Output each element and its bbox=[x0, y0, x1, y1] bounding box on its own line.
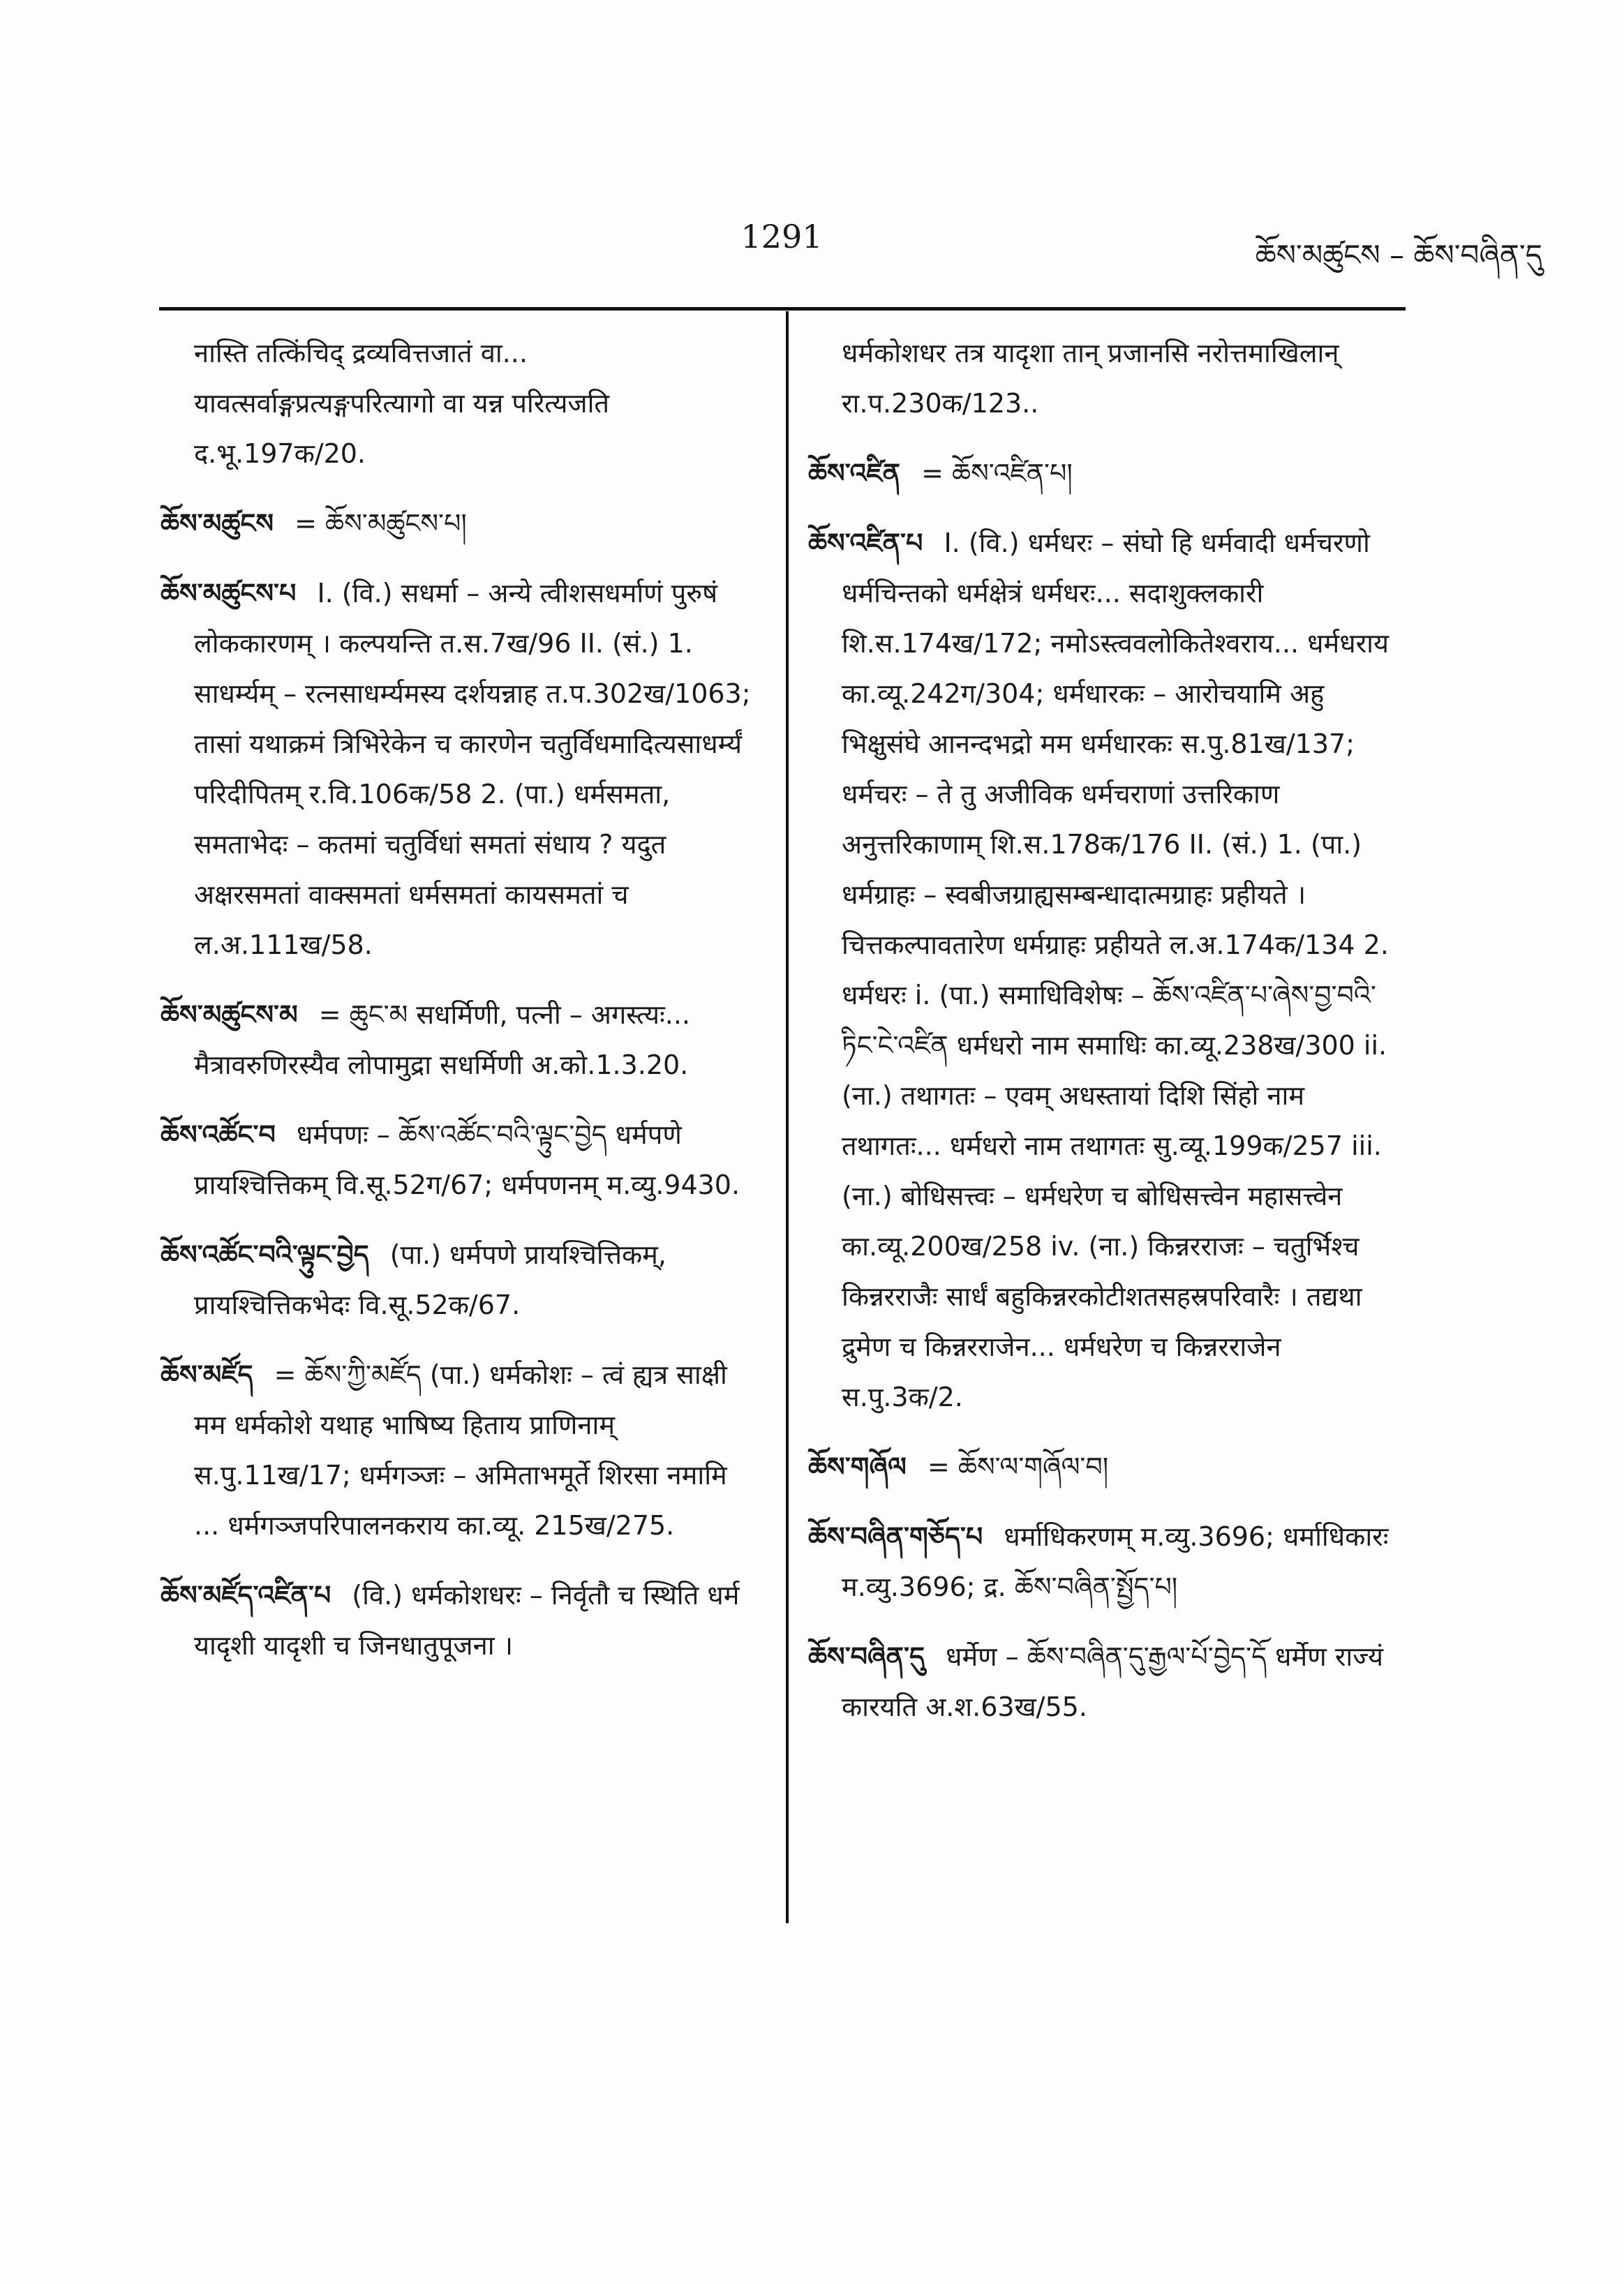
entry-text: = ཆོས་ལ་གཞོལ་བ། bbox=[927, 1451, 1109, 1482]
entry-headword: ཆོས་མཚུངས་མ bbox=[161, 999, 298, 1030]
entry-text: = ཆོས་ཀྱི་མཛོད (पा.) धर्मकोशः – त्वं ह्यत्र साक्षी मम धर्मकोशे यथाह भाषिष्य हिताय प्राणिनाम् स.पु.11ख/17; धर्मगञ्जः – अमिताभमूर्ते शिरसा नमामि ... धर्मगञ्जपरिपालनकराय का.व्यू. 215ख/275. bbox=[194, 1359, 727, 1541]
dictionary-entry bbox=[161, 328, 754, 479]
dictionary-entry bbox=[161, 990, 754, 1090]
dictionary-entry bbox=[161, 568, 754, 970]
entry-headword: ཆོས་འཛིན་པ bbox=[808, 528, 923, 558]
dictionary-entry bbox=[808, 448, 1401, 498]
dictionary-entry bbox=[161, 1570, 754, 1671]
dictionary-entry bbox=[808, 1442, 1401, 1492]
dictionary-entry bbox=[808, 1632, 1401, 1732]
entry-text: धर्माधिकरणम् म.व्यु.3696; धर्माधिकारः म.व्यु.3696; द्र. ཆོས་བཞིན་སྤྱོད་པ། bbox=[842, 1521, 1389, 1602]
dictionary-entry bbox=[161, 1350, 754, 1551]
entry-text: = ཆོས་མཚུངས་པ། bbox=[295, 508, 467, 539]
column-divider bbox=[786, 311, 789, 1923]
dictionary-entry bbox=[161, 1230, 754, 1330]
entry-headword: ཆོས་མཛོད་འཛིན་པ bbox=[161, 1580, 331, 1611]
entry-headword: ཆོས་བཞིན་དུ bbox=[808, 1641, 925, 1672]
entry-text: धर्मपणः – ཆོས་འཚོང་བའི་ལྟུང་བྱེད धर्मपणे प्रायश्चित्तिकम् वि.सू.52ग/67; धर्मपणनम् म.व्यु.9430. bbox=[194, 1119, 740, 1200]
entry-text: = ཆུང་མ सधर्मिणी, पत्नी – अगस्त्यः... मैत्रावरुणिरस्यैव लोपामुद्रा सधर्मिणी अ.को.1.3.20. bbox=[194, 999, 691, 1080]
entry-text: I. (वि.) सधर्मा – अन्ये त्वीशसधर्माणं पुरुषं लोककारणम् । कल्पयन्ति त.स.7ख/96 II. (सं.) 1. साधर्म्यम् – रत्नसाधर्म्यमस्य दर्शयन्नाह त.प.302ख/1063; तासां यथाक्रमं त्रिभिरेकेन च कारणेन चतुर्विधमादित्यसाधर्म्यं परिदीपितम् र.वि.106क/58 2. (पा.) धर्मसमता, समताभेदः – कतमां चतुर्विधां समतां संधाय ? यदुत अक्षरसमतां वाक्समतां धर्मसमतां कायसमतां च ल.अ.111ख/58. bbox=[194, 578, 751, 960]
dictionary-entry bbox=[161, 498, 754, 548]
entry-headword: ཆོས་མཚུངས bbox=[161, 508, 274, 539]
entry-text: I. (वि.) धर्मधरः – संघो हि धर्मवादी धर्मचरणो धर्मचिन्तको धर्मक्षेत्रं धर्मधरः... सदाशुक्लकारी शि.स.174ख/172; नमोऽस्त्ववलोकितेश्वराय... धर्मधराय का.व्यू.242ग/304; धर्मधारकः – आरोचयामि अहु भिक्षुसंघे आनन्दभद्रो मम धर्मधारकः स.पु.81ख/137; धर्मचरः – ते तु अजीविक धर्मचराणां उत्तरिकाण अनुत्तरिकाणाम् शि.स.178क/176 II. (सं.) 1. (पा.) धर्मग्राहः – स्वबीजग्राह्यसम्बन्धादात्मग्राहः प्रहीयते । चित्तकल्पावतारेण धर्मग्राहः प्रहीयते ल.अ.174क/134 2. धर्मधरः i. (पा.) समाधिविशेषः – ཆོས་འཛིན་པ་ཞེས་བྱ་བའི་ཏིང་ངེ་འཛིན धर्मधरो नाम समाधिः का.व्यू.238ख/300 ii. (ना.) तथागतः – एवम् अधस्तायां दिशि सिंहो नाम तथागतः... धर्मधरो नाम तथागतः सु.व्यू.199क/257 iii. (ना.) बोधिसत्त्वः – धर्मधरेण च बोधिसत्त्वेन महासत्त्वेन का.व्यू.200ख/258 iv. (ना.) किन्नरराजः – चतुर्भिश्च किन्नरराजैः सार्धं बहुकिन्नरकोटीशतसहस्रपरिवारैः । तद्यथा द्रुमेण च किन्नरराजेन... धर्मधरेण च किन्नरराजेन स.पु.3क/2. bbox=[842, 528, 1390, 1412]
entry-headword: ཆོས་མཚུངས་པ bbox=[161, 578, 297, 609]
entry-text: नास्ति तत्किंचिद् द्रव्यवित्तजातं वा... यावत्सर्वाङ्गप्रत्यङ्गपरित्यागो वा यन्न परित्यजति द.भू.197क/20. bbox=[194, 338, 610, 469]
dictionary-entry bbox=[808, 328, 1401, 428]
entry-headword: ཆོས་འཚོང་བའི་ལྟུང་བྱེད bbox=[161, 1239, 369, 1270]
entry-text: (वि.) धर्मकोशधरः – निर्वृतौ च स्थिति धर्म यादृशी यादृशी च जिनधातुपूजना । bbox=[194, 1580, 740, 1661]
entry-headword: ཆོས་འཚོང་བ bbox=[161, 1119, 276, 1150]
header-rule bbox=[159, 307, 1406, 311]
entry-headword: ཆོས་གཞོལ bbox=[808, 1451, 907, 1482]
entry-headword: ཆོས་བཞིན་གཅོད་པ bbox=[808, 1521, 983, 1552]
entry-text: धर्मेण – ཆོས་བཞིན་དུ་རྒྱལ་པོ་བྱེད་དོ धर्मेण राज्यं कारयति अ.श.63ख/55. bbox=[842, 1641, 1383, 1722]
entry-headword: ཆོས་འཛིན bbox=[808, 458, 901, 488]
dictionary-entry bbox=[808, 1512, 1401, 1612]
entry-headword: ཆོས་མཛོད bbox=[161, 1359, 253, 1390]
left-column bbox=[161, 328, 754, 1690]
entry-text: (पा.) धर्मपणे प्रायश्चित्तिकम्, प्रायश्चित्तिकभेदः वि.सू.52क/67. bbox=[194, 1239, 666, 1320]
dictionary-entry bbox=[808, 518, 1401, 1422]
page-number: 1291 bbox=[740, 218, 823, 255]
entry-text: धर्मकोशधर तत्र यादृशा तान् प्रजानसि नरोत्तमाखिलान् रा.प.230क/123.. bbox=[842, 338, 1339, 419]
running-head: ཆོས་མཚུངས – ཆོས་བཞིན་དུ bbox=[1255, 238, 1542, 272]
dictionary-entry bbox=[161, 1110, 754, 1210]
right-column bbox=[808, 328, 1401, 1752]
entry-text: = ཆོས་འཛིན་པ། bbox=[921, 458, 1073, 488]
